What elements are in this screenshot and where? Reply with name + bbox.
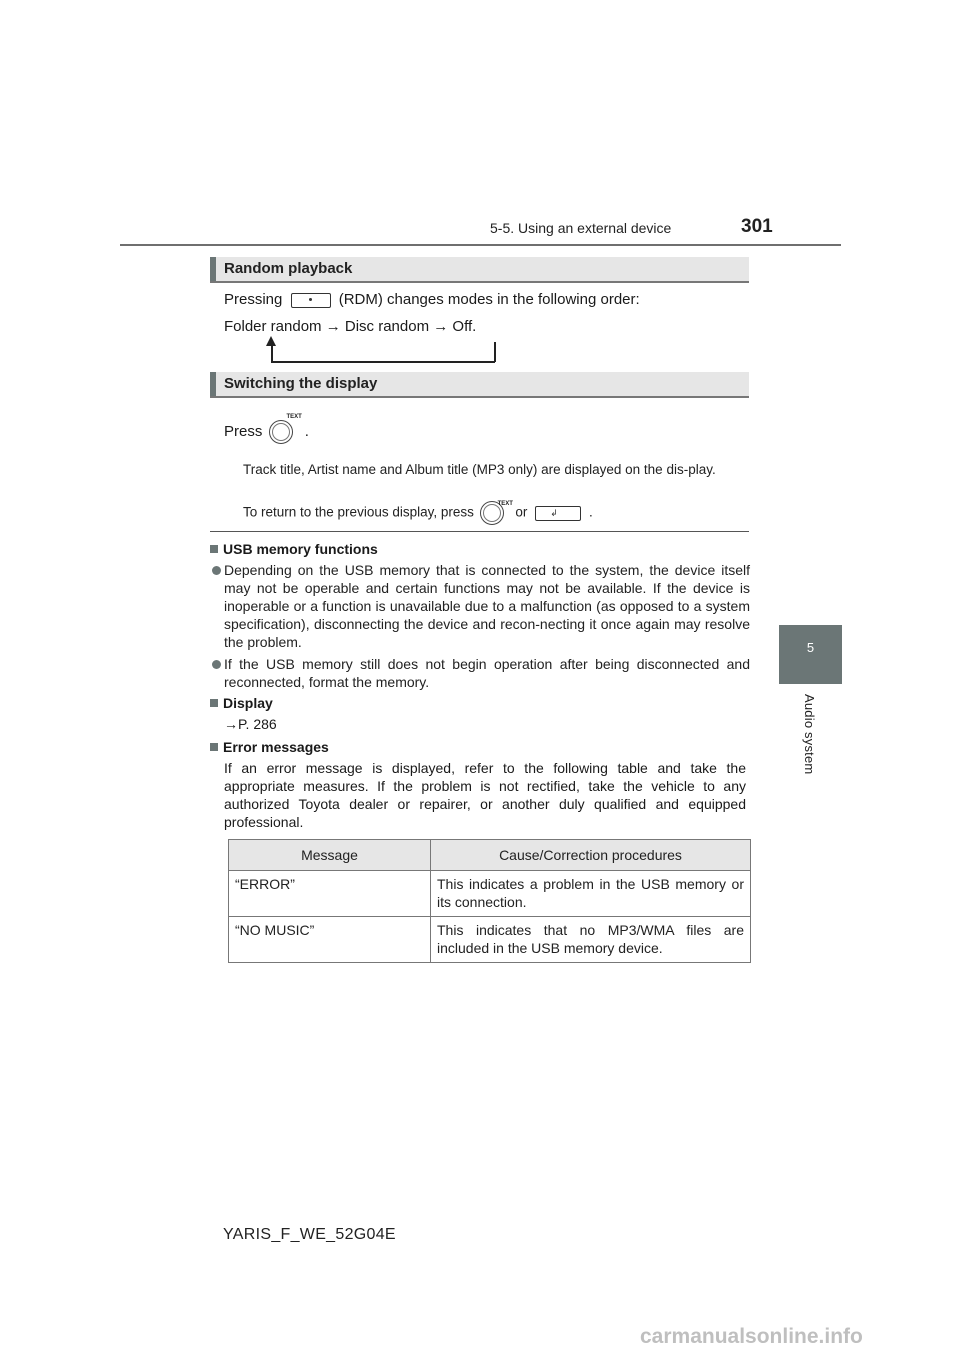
display-page-ref: →P. 286 (224, 716, 277, 732)
table-row (229, 917, 751, 963)
document-code: YARIS_F_WE_52G04E (223, 1226, 396, 1243)
back-button-icon: ↲ (535, 506, 581, 521)
table-cell: “NO MUSIC” (229, 917, 431, 963)
table-cell: This indicates a problem in the USB memory or its connection. (431, 871, 751, 917)
section-title: 5-5. Using an external device (490, 220, 672, 236)
random-playback-title: Random playback (224, 260, 353, 277)
text-knob-icon: TEXT (478, 499, 512, 527)
return-display-note (243, 499, 749, 527)
square-bullet-icon (210, 743, 218, 751)
rdm-button-icon (291, 293, 331, 308)
random-mode-order: Folder random → Disc random → Off. (224, 318, 477, 335)
rdm-text: (RDM) changes modes in the following order: (338, 291, 640, 308)
page-number: 301 (741, 216, 773, 237)
switching-display-header (210, 372, 749, 398)
switching-display-title: Switching the display (224, 375, 378, 392)
table-header: Message (229, 840, 431, 871)
watermark: carmanualsonline.info (640, 1325, 863, 1348)
display-note: Track title, Artist name and Album title (MP3 only) are displayed on the dis-play. (243, 462, 716, 477)
chapter-tab-label: Audio system (802, 694, 817, 775)
header-rule (120, 244, 841, 246)
return-text: To return to the previous display, press (243, 504, 474, 520)
usb-bullet-1: Depending on the USB memory that is connected to the system, the device itself may not be operable and certain functions may not be available. If the device is inoperable or a function is unavailable due to a malfunction (as opposed to a system specification), disconnecting the device and recon-necting it once again may resolve the problem. (210, 561, 750, 651)
press-text: Press (224, 422, 263, 440)
or-text: or (515, 504, 528, 520)
square-bullet-icon (210, 699, 218, 707)
section-divider (210, 531, 749, 532)
error-heading: Error messages (210, 739, 329, 755)
circle-bullet-icon (212, 660, 221, 669)
cycle-arrow-line (271, 361, 495, 363)
chapter-tab-number: 5 (806, 640, 815, 655)
return-period: . (588, 504, 593, 520)
section-bar (210, 372, 216, 396)
square-bullet-icon (210, 545, 218, 553)
random-playback-header (210, 257, 749, 283)
table-row (229, 871, 751, 917)
error-intro: If an error message is displayed, refer to the following table and take the appropriate measures. If the problem is not rectified, take the vehicle to any authorized Toyota dealer or repairer, or another duly qualified and equipped professional. (224, 760, 746, 830)
pressing-text: Pressing (224, 291, 283, 308)
table-header: Cause/Correction procedures (431, 840, 751, 871)
random-playback-instruction (224, 291, 640, 308)
cycle-arrow-line (494, 342, 496, 362)
section-bar (210, 257, 216, 281)
usb-heading: USB memory functions (210, 541, 378, 557)
table-cell: This indicates that no MP3/WMA files are included in the USB memory device. (431, 917, 751, 963)
text-knob-icon: TEXT (267, 418, 301, 446)
table-header-row (229, 840, 751, 871)
display-heading: Display (210, 695, 273, 711)
table-cell: “ERROR” (229, 871, 431, 917)
press-period: . (304, 422, 309, 440)
circle-bullet-icon (212, 566, 221, 575)
error-table (228, 839, 751, 963)
press-text-instruction (224, 414, 309, 446)
error-table-wrap (228, 839, 751, 963)
cycle-arrow-line (271, 344, 273, 362)
usb-bullet-2: If the USB memory still does not begin operation after being disconnected and reconnected, format the memory. (210, 655, 750, 691)
